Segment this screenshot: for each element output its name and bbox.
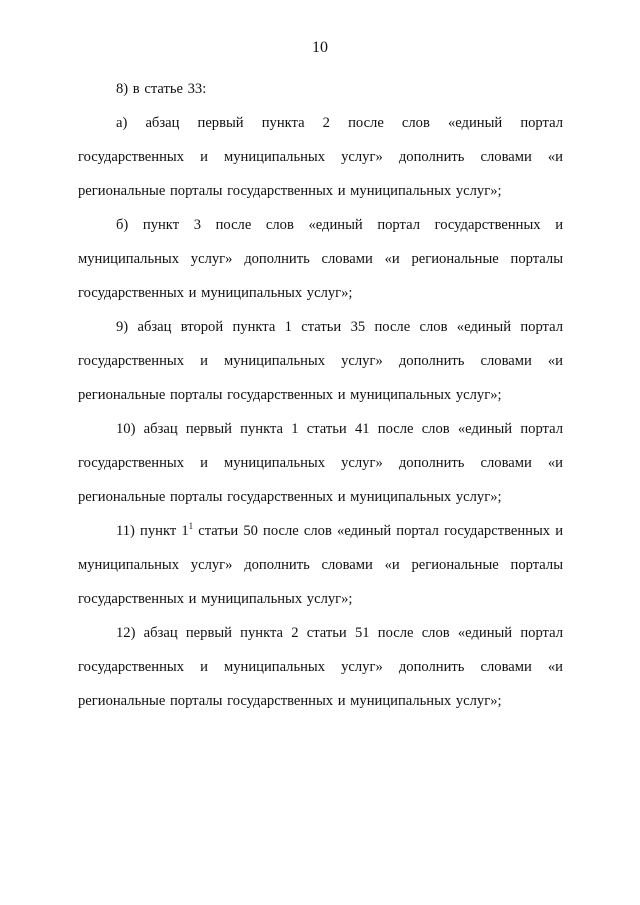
paragraph-subitem-a: а) абзац первый пункта 2 после слов «единый портал государственных и муниципальных услуг» дополнить словами «и региональные порталы государственных и муниципальных услуг»; [78, 115, 563, 199]
document-body [78, 72, 563, 718]
paragraph-item-12: 12) абзац первый пункта 2 статьи 51 после слов «единый портал государственных и муниципальных услуг» дополнить словами «и региональные порталы государственных и муниципальных услуг»; [78, 625, 563, 709]
paragraph-item-8: 8) в статье 33: [116, 81, 207, 97]
page-number: 10 [312, 39, 328, 56]
superscript-marker: 1 [188, 521, 194, 532]
paragraph-item-9: 9) абзац второй пункта 1 статьи 35 после слов «единый портал государственных и муниципальных услуг» дополнить словами «и региональные порталы государственных и муниципальных услуг»; [78, 319, 563, 403]
paragraph-item-11-rest: статьи 50 после слов «единый портал государственных и муниципальных услуг» дополнить словами «и региональные порталы государственных и муниципальных услуг»; [78, 523, 564, 607]
paragraph-item-10: 10) абзац первый пункта 1 статьи 41 после слов «единый портал государственных и муниципальных услуг» дополнить словами «и региональные порталы государственных и муниципальных услуг»; [78, 421, 563, 505]
paragraph-subitem-b: б) пункт 3 после слов «единый портал государственных и муниципальных услуг» дополнить словами «и региональные порталы государственных и муниципальных услуг»; [78, 217, 563, 301]
paragraph-item-11-start: 11) пункт 1 [116, 523, 189, 539]
paragraph-item-11 [78, 514, 563, 616]
